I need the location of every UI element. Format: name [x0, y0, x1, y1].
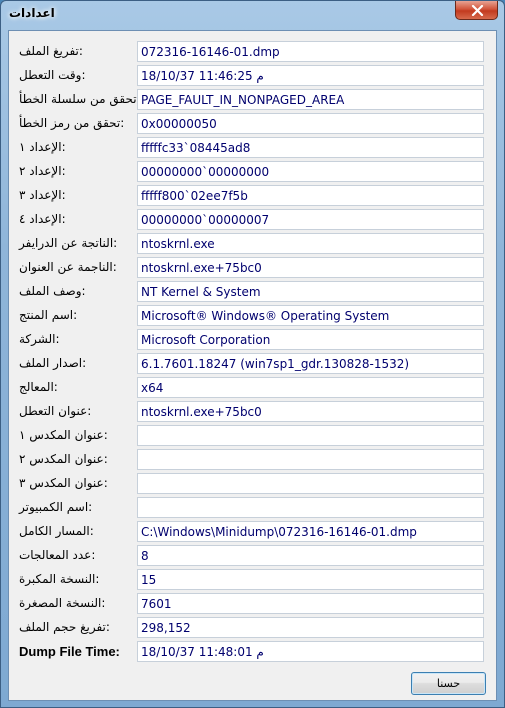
field-label: عنوان المكدس ٢: [19, 452, 108, 466]
field-label: الإعداد ١: [19, 140, 66, 154]
ok-button[interactable]: حسنا [411, 672, 486, 695]
field-row [9, 161, 496, 183]
field-label: المسار الكامل: [19, 524, 94, 538]
field-value[interactable] [137, 449, 484, 470]
field-value[interactable]: 15 [137, 569, 484, 590]
field-label: الإعداد ٢: [19, 164, 66, 178]
field-label: الناجمة عن العنوان: [19, 260, 117, 274]
field-label: وصف الملف: [19, 284, 86, 298]
field-value[interactable]: PAGE_FAULT_IN_NONPAGED_AREA [137, 89, 484, 110]
field-row [9, 89, 496, 111]
close-button[interactable] [455, 1, 498, 20]
field-row [9, 41, 496, 63]
field-value[interactable]: 072316-16146-01.dmp [137, 41, 484, 62]
field-label: عدد المعالجات: [19, 548, 96, 562]
field-label: الناتجة عن الدرايفر: [19, 236, 118, 250]
field-row [9, 425, 496, 447]
field-value[interactable]: Microsoft Corporation [137, 329, 484, 350]
field-row [9, 473, 496, 495]
dialog-content [8, 30, 497, 701]
field-label: اصدار الملف: [19, 356, 87, 370]
field-row [9, 353, 496, 375]
close-icon [471, 5, 484, 16]
field-row [9, 521, 496, 543]
field-row [9, 377, 496, 399]
field-label: تفريغ الملف: [19, 44, 83, 58]
field-label: الإعداد ٣: [19, 188, 66, 202]
field-label: النسخة المصغرة: [19, 596, 106, 610]
field-value[interactable]: NT Kernel & System [137, 281, 484, 302]
field-row [9, 113, 496, 135]
field-label: اسم المنتج: [19, 308, 78, 322]
field-value[interactable]: ntoskrnl.exe+75bc0 [137, 401, 484, 422]
title-bar[interactable] [1, 1, 504, 27]
field-value[interactable]: ntoskrnl.exe+75bc0 [137, 257, 484, 278]
field-label: وقت التعطل: [19, 68, 86, 82]
field-label: النسخة المكبرة: [19, 572, 100, 586]
field-value[interactable]: 6.1.7601.18247 (win7sp1_gdr.130828-1532) [137, 353, 484, 374]
field-label: اسم الكمبيوتر: [19, 500, 93, 514]
field-row [9, 593, 496, 615]
field-value[interactable]: fffff800`02ee7f5b [137, 185, 484, 206]
field-label: تحقق من رمز الخطأ: [19, 116, 125, 130]
field-row [9, 257, 496, 279]
field-value[interactable]: 00000000`00000007 [137, 209, 484, 230]
window-title: اعدادات [9, 6, 55, 20]
field-row [9, 329, 496, 351]
field-row [9, 401, 496, 423]
field-value[interactable]: 00000000`00000000 [137, 161, 484, 182]
field-value[interactable]: 298,152 [137, 617, 484, 638]
field-row [9, 137, 496, 159]
field-value[interactable]: 18/10/37 11:48:01 م [137, 641, 484, 662]
field-row [9, 65, 496, 87]
field-row [9, 641, 496, 663]
field-value[interactable]: C:\Windows\Minidump\072316-16146-01.dmp [137, 521, 484, 542]
field-value[interactable]: x64 [137, 377, 484, 398]
field-value[interactable]: 7601 [137, 593, 484, 614]
field-row [9, 233, 496, 255]
field-label: الشركة: [19, 332, 60, 346]
field-row [9, 281, 496, 303]
field-value[interactable] [137, 497, 484, 518]
field-value[interactable] [137, 473, 484, 494]
field-label: عنوان المكدس ٣: [19, 476, 108, 490]
field-row [9, 185, 496, 207]
field-row [9, 569, 496, 591]
field-label: تحقق من سلسلة الخطأ [19, 92, 137, 106]
field-row [9, 449, 496, 471]
field-label: عنوان التعطل: [19, 404, 92, 418]
field-label: عنوان المكدس ١: [19, 428, 108, 442]
field-value[interactable]: 8 [137, 545, 484, 566]
field-label: الإعداد ٤: [19, 212, 66, 226]
field-label: المعالج: [19, 380, 58, 394]
field-row [9, 545, 496, 567]
field-row [9, 497, 496, 519]
field-row [9, 209, 496, 231]
field-label: تفريغ حجم الملف: [19, 620, 110, 634]
field-label: Dump File Time: [19, 644, 120, 659]
field-value[interactable]: 18/10/37 11:46:25 م [137, 65, 484, 86]
field-value[interactable]: fffffc33`08445ad8 [137, 137, 484, 158]
field-value[interactable]: Microsoft® Windows® Operating System [137, 305, 484, 326]
field-row [9, 305, 496, 327]
field-value[interactable] [137, 425, 484, 446]
field-row [9, 617, 496, 639]
field-value[interactable]: ntoskrnl.exe [137, 233, 484, 254]
field-value[interactable]: 0x00000050 [137, 113, 484, 134]
